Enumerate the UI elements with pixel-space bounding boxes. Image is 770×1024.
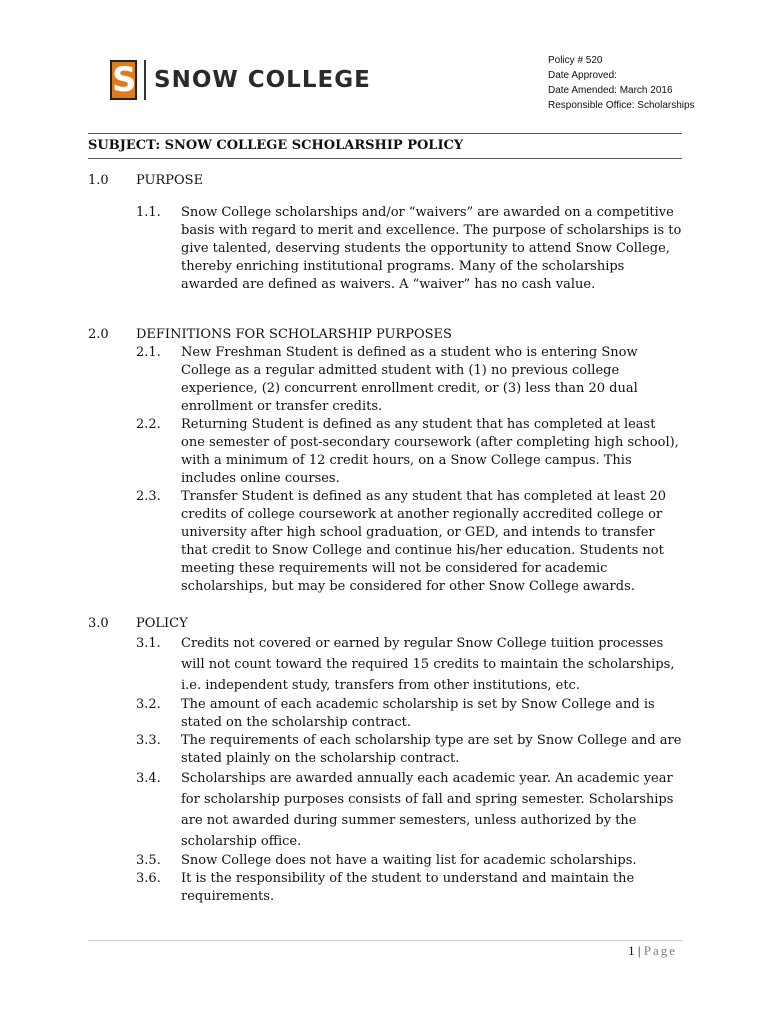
logo-divider [144, 60, 146, 100]
footer-separator: | [637, 943, 641, 958]
item-number: 1.1. [136, 205, 161, 220]
item-number: 3.5. [136, 853, 161, 868]
list-item [136, 696, 682, 732]
item-text: Transfer Student is defined as any student that has completed at least 20 credits of college coursework at another regionally accredited college or university after high school graduation, or GED, and intends to transfer that credit to Snow College and continue his/her education. Students not meeting these requirements will not be considered for academic scholarships, but may be considered for other Snow College awards. [181, 489, 666, 594]
page-label: Page [643, 943, 677, 958]
item-number: 2.2. [136, 417, 161, 432]
item-text: Returning Student is defined as any student that has completed at least one semester of post-secondary coursework (after completing high school), with a minimum of 12 credit hours, on a Snow College campus. This includes online courses. [181, 417, 679, 486]
item-text: Snow College does not have a waiting list for academic scholarships. [181, 853, 637, 868]
item-text: New Freshman Student is defined as a student who is entering Snow College as a regular admitted student with (1) no previous college experience, (2) concurrent enrollment credit, or (3) less than 20 dual enrollment or transfer credits. [181, 345, 638, 414]
section-heading [88, 172, 682, 190]
policy-metadata [548, 53, 695, 113]
policy-body [88, 172, 682, 906]
page-footer [628, 943, 677, 959]
item-text: The amount of each academic scholarship is set by Snow College and is stated on the scholarship contract. [181, 697, 655, 730]
item-text: Scholarships are awarded annually each academic year. An academic year for scholarship purposes consists of fall and spring semester. Scholarships are not awarded during summer semesters, unless authorized by the scholarship office. [181, 771, 674, 849]
section-heading [88, 326, 682, 344]
item-number: 2.1. [136, 345, 161, 360]
item-number: 3.3. [136, 733, 161, 748]
subject-rule [88, 158, 682, 159]
date-approved: Date Approved: [548, 70, 617, 81]
list-item [136, 852, 682, 870]
section-number: 1.0 [88, 173, 109, 188]
item-number: 3.4. [136, 771, 161, 786]
logo-wordmark: SNOW COLLEGE [154, 67, 371, 93]
list-item [136, 633, 682, 696]
item-text: It is the responsibility of the student to understand and maintain the requirements. [181, 871, 635, 904]
page-number: 1 [628, 943, 635, 958]
list-item [136, 344, 682, 416]
section-title: POLICY [136, 616, 188, 631]
list-item [136, 204, 682, 294]
logo-mark-icon: S [112, 60, 137, 100]
item-number: 3.6. [136, 871, 161, 886]
list-item [136, 732, 682, 768]
header-rule [88, 133, 682, 134]
item-number: 2.3. [136, 489, 161, 504]
section-number: 2.0 [88, 327, 109, 342]
snow-college-logo [110, 60, 371, 100]
list-item [136, 768, 682, 852]
policy-number: Policy # 520 [548, 55, 603, 66]
section-number: 3.0 [88, 616, 109, 631]
section-title: PURPOSE [136, 173, 204, 188]
list-item [136, 870, 682, 906]
list-item [136, 488, 682, 596]
item-number: 3.1. [136, 636, 161, 651]
item-text: The requirements of each scholarship type are set by Snow College and are stated plainly on the scholarship contract. [181, 733, 682, 766]
section-heading [88, 615, 682, 633]
responsible-office: Responsible Office: Scholarships [548, 100, 695, 111]
footer-rule [88, 940, 682, 941]
item-number: 3.2. [136, 697, 161, 712]
section-title: DEFINITIONS FOR SCHOLARSHIP PURPOSES [136, 327, 452, 342]
item-text: Credits not covered or earned by regular Snow College tuition processes will not count toward the required 15 credits to maintain the scholarships, i.e. independent study, transfers from other institutions, etc. [181, 636, 675, 693]
item-text: Snow College scholarships and/or “waivers” are awarded on a competitive basis with regard to merit and excellence. The purpose of scholarships is to give talented, deserving students the opportunity to attend Snow College, thereby enriching institutional programs. Many of the scholarships awarded are defined as waivers. A “waiver” has no cash value. [181, 205, 682, 292]
date-amended: Date Amended: March 2016 [548, 85, 673, 96]
list-item [136, 416, 682, 488]
subject-line: SUBJECT: SNOW COLLEGE SCHOLARSHIP POLICY [88, 138, 464, 153]
